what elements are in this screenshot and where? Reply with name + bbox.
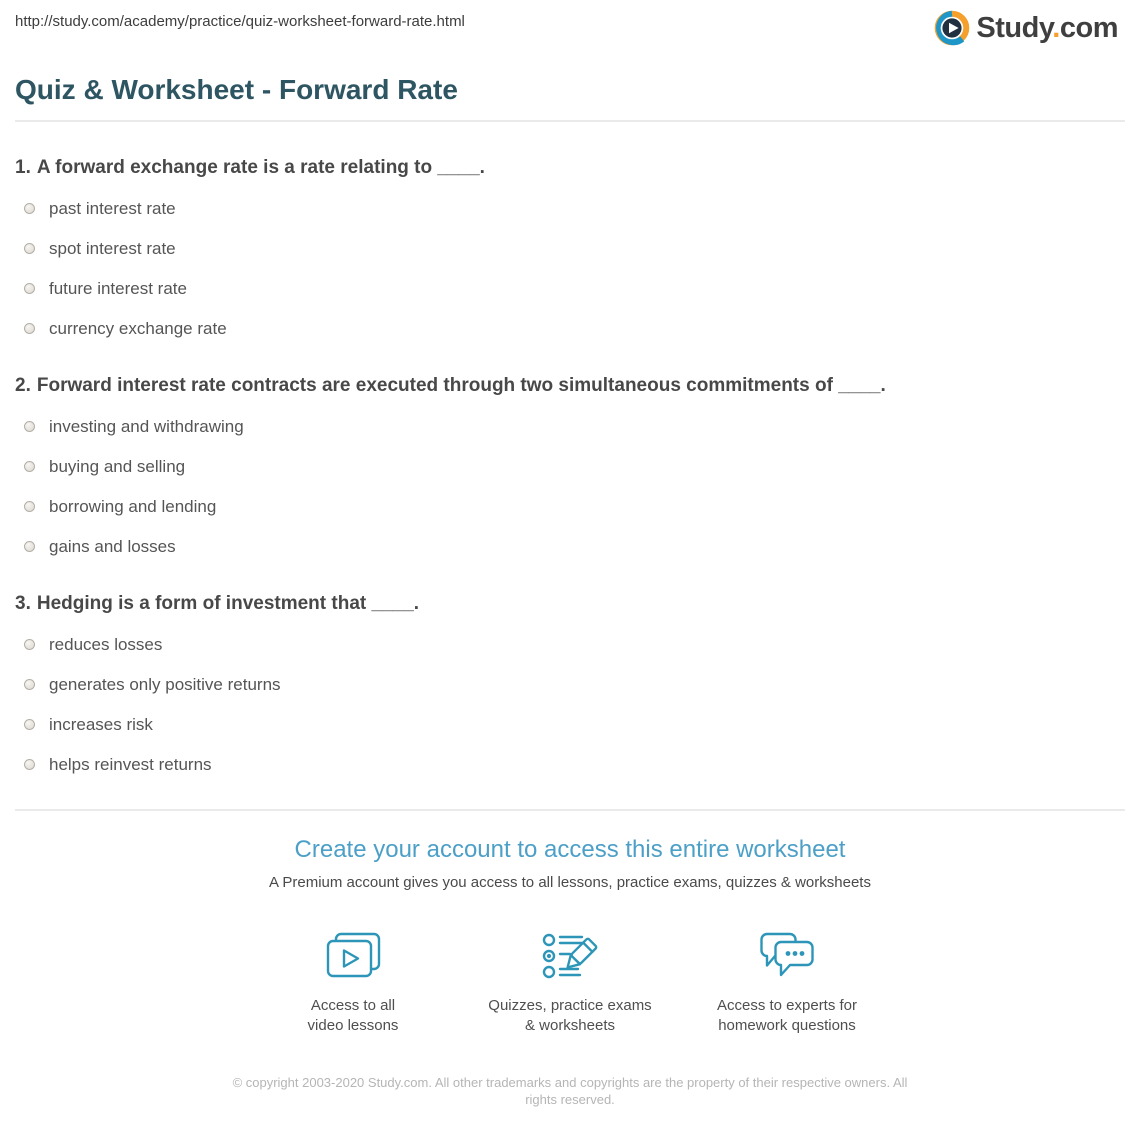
radio-button-icon[interactable] <box>24 203 35 214</box>
question-heading <box>15 592 1125 616</box>
radio-button-icon[interactable] <box>24 679 35 690</box>
radio-button-icon[interactable] <box>24 541 35 552</box>
question-heading <box>15 374 1125 398</box>
radio-button-icon[interactable] <box>24 501 35 512</box>
question-block-3 <box>15 592 1125 776</box>
quiz-questions <box>15 156 1125 809</box>
radio-button-icon[interactable] <box>24 283 35 294</box>
radio-button-icon[interactable] <box>24 719 35 730</box>
answer-option[interactable] <box>24 633 1125 656</box>
create-account-link[interactable]: Create your account to access this entire worksheet <box>294 836 846 863</box>
answer-option[interactable] <box>24 535 1125 558</box>
answer-option-label: past interest rate <box>49 199 176 218</box>
answer-option-label: spot interest rate <box>49 239 176 258</box>
radio-button-icon[interactable] <box>24 243 35 254</box>
radio-button-icon[interactable] <box>24 759 35 770</box>
answer-option[interactable] <box>24 673 1125 696</box>
answer-option[interactable] <box>24 277 1125 300</box>
answer-option-label: helps reinvest returns <box>49 755 212 774</box>
page-title: Quiz & Worksheet - Forward Rate <box>15 74 458 105</box>
question-text: Forward interest rate contracts are executed through two simultaneous commitments of ____. <box>36 375 886 396</box>
quiz-worksheet-icon <box>462 927 679 985</box>
feature-caption: Access to all video lessons <box>307 997 399 1034</box>
answer-option[interactable] <box>24 455 1125 478</box>
answer-option[interactable] <box>24 197 1125 220</box>
answer-option-label: gains and losses <box>49 537 176 556</box>
answer-option[interactable] <box>24 495 1125 518</box>
answer-option-label: increases risk <box>49 715 153 734</box>
radio-button-icon[interactable] <box>24 461 35 472</box>
question-number: 2. <box>15 375 31 396</box>
chat-experts-icon <box>679 927 896 985</box>
answer-option-label: generates only positive returns <box>49 675 281 694</box>
answer-option[interactable] <box>24 713 1125 736</box>
divider <box>15 809 1125 811</box>
question-block-1 <box>15 156 1125 340</box>
feature-homework-experts <box>679 927 896 1036</box>
header <box>0 0 1140 48</box>
premium-subtitle: A Premium account gives you access to all lessons, practice exams, quizzes & worksheets <box>269 874 871 891</box>
copyright-notice: © copyright 2003-2020 Study.com. All other trademarks and copyrights are the property of their respective owners. All rights reserved. <box>232 1075 908 1107</box>
question-heading <box>15 156 1125 180</box>
studycom-logo-text: Study.com <box>976 12 1118 44</box>
studycom-logo[interactable] <box>934 10 1118 46</box>
question-number: 3. <box>15 593 31 614</box>
answer-option-label: investing and withdrawing <box>49 417 244 436</box>
studycom-play-icon <box>934 10 970 46</box>
video-lessons-icon <box>245 927 462 985</box>
answer-option-label: future interest rate <box>49 279 187 298</box>
feature-quizzes-worksheets <box>462 927 679 1036</box>
answer-option[interactable] <box>24 753 1125 776</box>
question-block-2 <box>15 374 1125 558</box>
feature-video-lessons <box>245 927 462 1036</box>
page-url: http://study.com/academy/practice/quiz-worksheet-forward-rate.html <box>15 13 465 30</box>
answer-option[interactable] <box>24 317 1125 340</box>
answer-option[interactable] <box>24 237 1125 260</box>
question-text: Hedging is a form of investment that ____. <box>36 593 420 614</box>
radio-button-icon[interactable] <box>24 323 35 334</box>
question-text: A forward exchange rate is a rate relating to ____. <box>36 157 485 178</box>
divider <box>15 120 1125 122</box>
answer-option-label: buying and selling <box>49 457 186 476</box>
create-account-promo <box>15 835 1125 1108</box>
answer-option[interactable] <box>24 415 1125 438</box>
answer-option-label: reduces losses <box>49 635 163 654</box>
answer-option-label: currency exchange rate <box>49 319 227 338</box>
radio-button-icon[interactable] <box>24 421 35 432</box>
features-row <box>15 927 1125 1036</box>
feature-caption: Access to experts for homework questions <box>716 997 858 1034</box>
radio-button-icon[interactable] <box>24 639 35 650</box>
answer-option-label: borrowing and lending <box>49 497 217 516</box>
feature-caption: Quizzes, practice exams & worksheets <box>488 997 652 1034</box>
question-number: 1. <box>15 157 31 178</box>
